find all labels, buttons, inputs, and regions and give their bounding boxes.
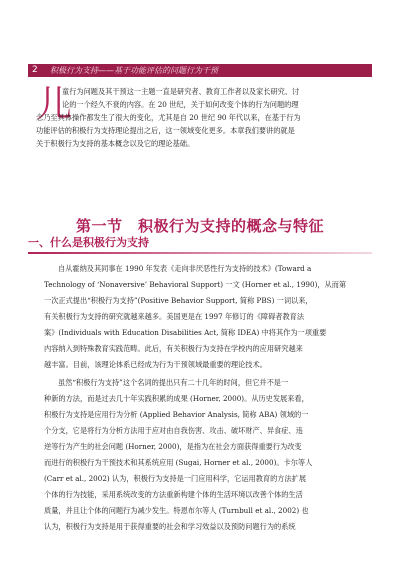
section-heading — [0, 216, 400, 235]
paragraph-line: 种新的方法，而是过去几十年实践积累的成果 (Horner, 2000)。从历史发展来看， — [44, 394, 309, 403]
intro-line: 童行为问题及其干预这一主题一直是研究者、教育工作者以及家长研究、讨 — [62, 87, 300, 96]
section-title: 第一节 积极行为支持的概念与特征 — [75, 217, 324, 235]
paragraph-line: 个体的行为技能，采用系统改变的方法重新构建个体的生活环境以改善个体的生活 — [44, 490, 303, 499]
paragraph-line: 内容纳入到特殊教育实践范畴。此后，有关积极行为支持在学校内的应用研究越来 — [44, 344, 303, 353]
subsection-rule — [28, 252, 372, 254]
subsection-heading — [28, 236, 372, 258]
intro-line: 功能评估的积极行为支持理论提出之后，这一领域变化更多。本章我们要讲的就是 — [36, 126, 295, 135]
intro-line: 关于积极行为支持的基本概念以及它的理论基础。 — [36, 139, 195, 148]
paragraph-line: 越丰富。目前，该理论体系已经成为行为干预领域最重要的理论技术。 — [44, 360, 267, 369]
paragraph-line: 而进行的积极行为干预技术和其系统应用 (Sugai, Horner et al., 2000)。卡尔等人 — [44, 458, 313, 467]
paragraph-line: 一次正式提出“积极行为支持”(Positive Behavior Support, 简称 PBS) 一词以来， — [44, 296, 313, 305]
subsection-title: 一、什么是积极行为支持 — [28, 236, 149, 249]
paragraph-line: 有关积极行为支持的研究就越来越多。美国更是在 1997 年修订的《障碍者教育法 — [44, 312, 305, 321]
paragraph-line: 自从霍纳及其同事在 1990 年发表《走向非厌恶性行为支持的技术》(Toward a — [58, 264, 312, 273]
paragraph-line: Technology of ‘Nonaversive’ Behavioral Support) 一文 (Horner et al., 1990)，从而第 — [44, 280, 347, 289]
drop-cap: 儿 — [36, 84, 73, 125]
paragraph-line: 案》(Individuals with Education Disabilities Act, 简称 IDEA) 中将其作为一项重要 — [44, 328, 327, 337]
intro-line: 论的一个经久不衰的内容。在 20 世纪，关于如何改变个体的行为问题的理 — [62, 100, 299, 109]
paragraph-line: (Carr et al., 2002) 认为，积极行为支持是一门应用科学，它运用教育的方法扩展 — [44, 474, 307, 483]
paragraph-line: 认为，积极行为支持是用于获得重要的社会和学习效益以及预防问题行为的系统 — [44, 522, 296, 531]
page-number: 2 — [32, 65, 38, 75]
paragraph-line: 质量，并且让个体的问题行为减少发生。特恩布尔等人 (Turnbull et al., 2002) 也 — [44, 506, 309, 515]
paragraph-line: 积极行为支持是应用行为分析 (Applied Behavior Analysis, 简称 ABA) 领域的一 — [44, 410, 309, 419]
paragraph-line: 个分支，它是将行为分析方法用于应对由自我伤害、攻击、破坏财产、异食症、违 — [44, 426, 303, 435]
running-title: 积极行为支持——基于功能评估的问题行为干预 — [50, 66, 218, 75]
paragraph-line: 虽然“积极行为支持”这个名词的提出只有二十几年的时间，但它并不是一 — [58, 378, 289, 387]
running-header-bar — [28, 64, 372, 77]
paragraph-line: 逆等行为产生的社会问题 (Horner, 2000)，是指为在社会方面获得重要行为改变 — [44, 442, 302, 451]
intro-line: 念乃至具体操作都发生了很大的变化，尤其是自 20 世纪 90 年代以来，在基于行为 — [36, 113, 301, 122]
